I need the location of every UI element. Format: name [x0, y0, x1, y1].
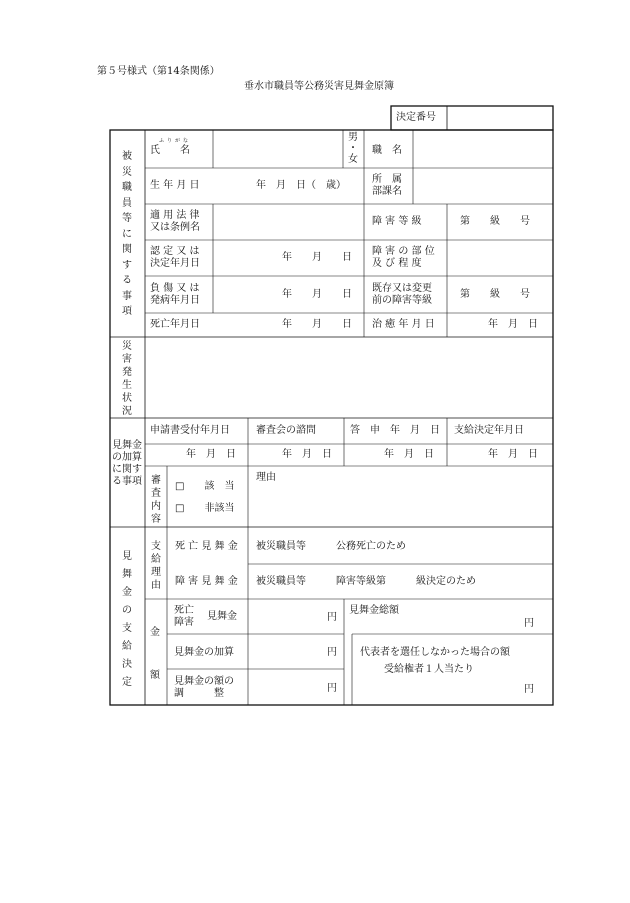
- representative-label-1: 代表者を選任しなかった場合の額: [360, 647, 510, 658]
- victim-section-label: 被災職員等に関する事項: [122, 151, 132, 317]
- existing-label-1: 既存又は変更: [372, 283, 432, 294]
- disability-part-field[interactable]: [448, 241, 552, 275]
- affiliation-field[interactable]: [414, 169, 552, 203]
- report-date-value[interactable]: 年 月 日: [384, 449, 434, 460]
- position-label: 職 名: [372, 145, 402, 156]
- disability-part-label-2: 及 び 程 度: [372, 258, 422, 269]
- decision-number-field[interactable]: [448, 107, 552, 129]
- sex-label-male: 男: [348, 132, 358, 143]
- disability-grade-value[interactable]: 第 級 号: [460, 216, 530, 227]
- adjustment-label-2: 調 整: [174, 688, 224, 699]
- application-date-value[interactable]: 年 月 日: [186, 449, 236, 460]
- position-field[interactable]: [414, 131, 552, 167]
- death-benefit-label: 死 亡 見 舞 金: [175, 541, 238, 552]
- death-label: 死亡年月日: [150, 319, 200, 330]
- death-disability-label-2: 障害: [174, 617, 194, 628]
- page-title: 垂水市職員等公務災害見舞金原簿: [244, 81, 394, 92]
- payment-date-value[interactable]: 年 月 日: [488, 449, 538, 460]
- death-disability-label-1: 死亡: [174, 605, 194, 616]
- reason-field[interactable]: [249, 486, 552, 526]
- disaster-description-field[interactable]: [146, 338, 552, 417]
- representative-label-2: 受給権者１人当たり: [384, 664, 474, 675]
- injury-label-2: 発病年月日: [150, 295, 200, 306]
- affiliation-label-1: 所 属: [372, 174, 402, 185]
- death-date-value[interactable]: 年 月 日: [282, 319, 352, 330]
- col-application-date: 申請書受付年月日: [150, 425, 230, 436]
- reason-label: 理由: [256, 472, 276, 483]
- name-field[interactable]: [214, 131, 342, 167]
- addition-amount-yen[interactable]: 円: [327, 647, 337, 658]
- sex-label-female: 女: [348, 154, 358, 165]
- affiliation-label-2: 部課名: [372, 186, 402, 197]
- death-benefit-reason[interactable]: 被災職員等 公務死亡のため: [256, 541, 406, 552]
- payment-reason-label: 支給理由: [151, 541, 161, 591]
- name-ruby: ふりがな: [159, 138, 192, 144]
- col-review-inquiry: 審査会の諮問: [256, 425, 316, 436]
- col-payment-date: 支給決定年月日: [454, 425, 524, 436]
- injury-date-value[interactable]: 年 月 日: [282, 289, 352, 300]
- amount-label-1: 金: [150, 627, 160, 638]
- law-label-1: 適 用 法 律: [150, 210, 200, 221]
- sex-label-dot: ・: [348, 143, 358, 154]
- amount-label-2: 額: [150, 670, 160, 681]
- birth-label: 生 年 月 日: [150, 180, 200, 191]
- payment-section-label: 見舞金の支給決定: [122, 551, 132, 688]
- birth-value[interactable]: 年 月 日（ 歳）: [256, 180, 346, 191]
- disability-benefit-reason[interactable]: 被災職員等 障害等級第 級決定のため: [256, 576, 476, 587]
- cure-date-value[interactable]: 年 月 日: [488, 319, 538, 330]
- disability-benefit-label: 障 害 見 舞 金: [175, 576, 238, 587]
- review-inquiry-date-value[interactable]: 年 月 日: [282, 449, 332, 460]
- existing-label-2: 前の障害等級: [372, 295, 432, 306]
- disability-grade-label: 障 害 等 級: [372, 216, 422, 227]
- law-field[interactable]: [214, 205, 363, 239]
- death-disability-label-3: 見舞金: [207, 611, 237, 622]
- total-amount-yen[interactable]: 円: [524, 618, 534, 629]
- disaster-section-label: 災害発生状況: [122, 341, 132, 417]
- representative-amount-yen[interactable]: 円: [524, 684, 534, 695]
- form-number: 第５号様式（第14条関係）: [97, 66, 220, 77]
- review-content-label: 審査内容: [151, 475, 161, 525]
- cure-label: 治 癒 年 月 日: [372, 319, 435, 330]
- total-amount-label: 見舞金総額: [349, 605, 399, 616]
- law-label-2: 又は条例名: [150, 222, 200, 233]
- adjustment-amount-yen[interactable]: 円: [327, 683, 337, 694]
- col-report-date: 答 申 年 月 日: [350, 425, 440, 436]
- addition-amount-label: 見舞金の加算: [174, 647, 234, 658]
- decision-number-label: 決定番号: [396, 112, 436, 123]
- existing-grade-value[interactable]: 第 級 号: [460, 289, 530, 300]
- death-disability-amount-yen[interactable]: 円: [327, 612, 337, 623]
- name-label: 氏 名: [150, 145, 190, 156]
- certify-label-2: 決定年月日: [150, 258, 200, 269]
- certify-date-value[interactable]: 年 月 日: [282, 252, 352, 263]
- adjustment-label-1: 見舞金の額の: [174, 676, 234, 687]
- addition-section-label: 見舞金の加算に関する事項: [112, 440, 142, 487]
- not-applicable-checkbox[interactable]: □ 非該当: [175, 503, 235, 514]
- applicable-checkbox[interactable]: □ 該 当: [175, 481, 235, 492]
- disability-part-label-1: 障 害 の 部 位: [372, 246, 435, 257]
- certify-label-1: 認 定 又 は: [150, 246, 200, 257]
- injury-label-1: 負 傷 又 は: [150, 283, 200, 294]
